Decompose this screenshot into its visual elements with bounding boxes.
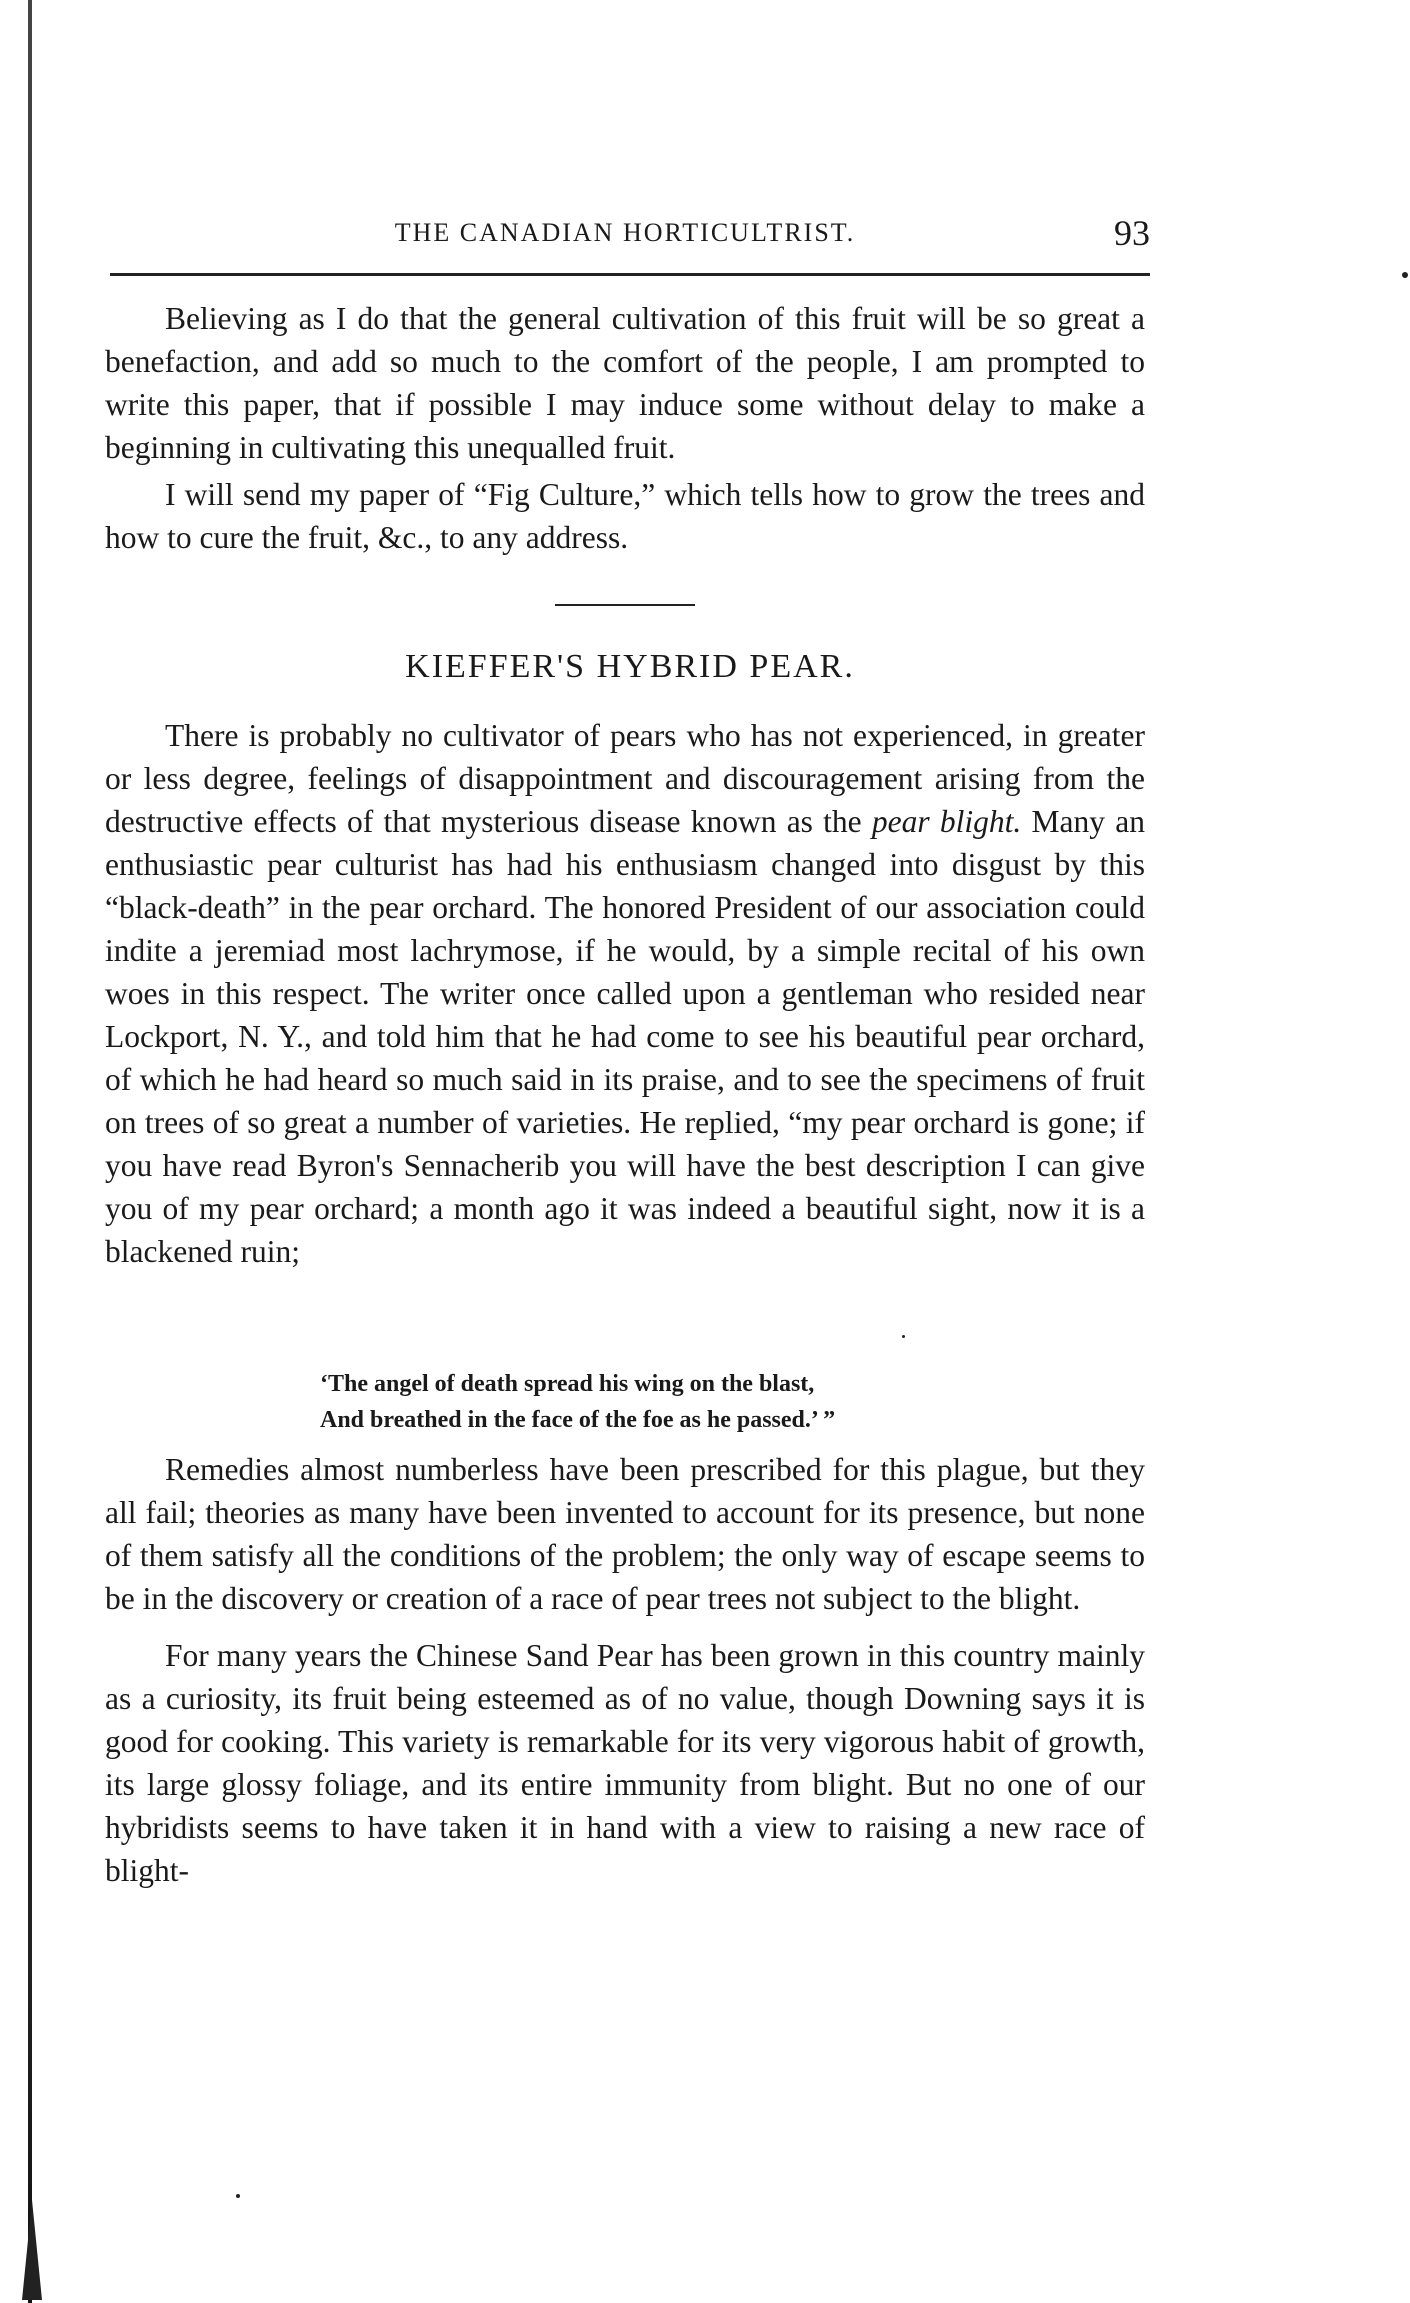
paragraph: For many years the Chinese Sand Pear has been grown in this country mainly as a curiosity, its fruit being esteemed as of no value, though Downing says it is good for cooking. This variety is remarkable for its very vigorous habit of growth, its large glossy foliage, and its entire immunity from blight. But no one of our hybridists seems to have taken it in hand with a view to raising a new race of blight- (105, 1638, 1145, 1888)
paragraph: I will send my paper of “Fig Culture,” which tells how to grow the trees and how to cure the fruit, &c., to any address. (105, 477, 1145, 555)
ink-speck (902, 1335, 905, 1338)
quote-line: ‘The angel of death spread his wing on the blast, (320, 1371, 815, 1397)
running-title: THE CANADIAN HORTICULTRIST. (394, 218, 856, 247)
section-body-2 (105, 1448, 1145, 1892)
intro-text (105, 297, 1145, 559)
page-binding-edge (28, 0, 32, 2303)
ink-speck (1402, 272, 1408, 278)
binding-ornament (22, 2200, 42, 2300)
ink-speck (236, 2194, 240, 2198)
paragraph (105, 714, 1145, 1273)
text-run: Many an enthusiastic pear culturist has had his enthusiasm changed into disgust by this “black-death” in the pear orchard. The honored President of our association could indite a jeremiad most lachrymose, if he would, by a simple recital of his own woes in this respect. The writer once called upon a gentleman who resided near Lockport, N. Y., and told him that he had come to see his beautiful pear orchard, of which he had heard so much said in its praise, and to see the specimens of fruit on trees of so great a number of varieties. He replied, “my pear orchard is gone; if you have read Byron's Sennacherib you will have the best description I can give you of my pear orchard; a month ago it was indeed a beautiful sight, now it is a blackened ruin; (105, 804, 1145, 1269)
verse-quotation (320, 1366, 1040, 1438)
paragraph: Remedies almost numberless have been prescribed for this plague, but they all fail; theories as many have been invented to account for its presence, but none of them satisfy all the conditions of the problem; the only way of escape seems to be in the discovery or creation of a race of pear trees not subject to the blight. (105, 1452, 1145, 1616)
paragraph: Believing as I do that the general cultivation of this fruit will be so great a benefaction, and add so much to the comfort of the people, I am prompted to write this paper, that if possible I may induce some without delay to make a beginning in cultivating this unequalled fruit. (105, 301, 1145, 465)
section-divider (555, 604, 695, 606)
section-body-1 (105, 714, 1145, 1273)
page-header (100, 213, 1150, 270)
text-run: There is probably no cultivator of pears who has not experienced, in greater or less degree, feelings of disappointment and discouragement arising from the destructive effects of that mysterious disease known as the (105, 718, 1145, 839)
quote-line: And breathed in the face of the foe as he passed.’ ” (320, 1407, 836, 1433)
emphasis: pear blight. (871, 804, 1022, 839)
header-rule (110, 273, 1150, 276)
section-title: KIEFFER'S HYBRID PEAR. (405, 648, 855, 685)
page-number: 93 (1114, 213, 1150, 253)
